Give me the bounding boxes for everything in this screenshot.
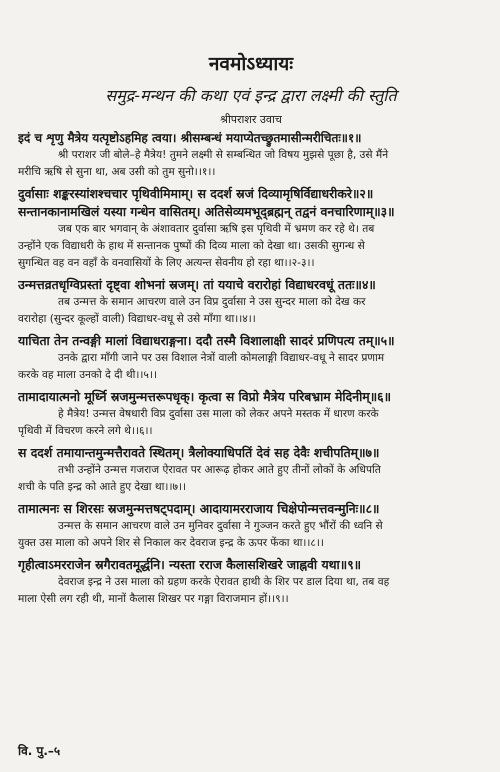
verse-block <box>18 388 484 440</box>
sanskrit-verse-line: याचिता तेन तन्वङ्गी मालां विद्याधराङ्गना। ददौ तस्मै विशालाक्षी सादरं प्रणिपत्य तम्॥५॥ <box>18 333 395 348</box>
verse-list <box>18 129 484 608</box>
hindi-translation <box>18 406 484 440</box>
verse-block <box>18 185 484 272</box>
hindi-translation-line: तभी उन्होंने उन्मत्त गजराज ऐरावत पर आरूढ़ होकर आते हुए तीनों लोकों के अधिपति <box>58 464 381 476</box>
hindi-translation-line: मरीचि ऋषि से सुना था, अब उसी को तुम सुनो।।१।। <box>18 166 216 178</box>
hindi-translation-line: शची के पति इन्द्र को आते हुए देखा था।।७।। <box>18 481 186 493</box>
hindi-translation-line: देवराज इन्द्र ने उस माला को ग्रहण करके ऐरावत हाथी के शिर पर डाल दिया था, तब वह <box>58 576 390 588</box>
hindi-translation-line: सुगन्धित वह वन वहाँ के वनवासियों के लिए अत्यन्त सेवनीय हो रहा था।।२-३।। <box>18 257 315 269</box>
hindi-translation-line: श्री पराशर जी बोले–हे मैत्रेय! तुमने लक्ष्मी से सम्बन्धित जो विषय मुझसे पूछा है, उसे मैंने <box>58 149 389 161</box>
chapter-title: नवमोऽध्यायः <box>208 53 294 75</box>
hindi-translation-line: उन्होंने एक विद्याधरी के हाथ में सन्तानक पुष्पों की दिव्य माला को देखा था। उसकी सुगन्ध से <box>18 240 365 252</box>
page-footer-signature: वि. पु.–५ <box>18 744 61 758</box>
hindi-translation <box>18 350 484 384</box>
verse-block <box>18 276 484 328</box>
hindi-translation-line: जब एक बार भगवान् के अंशावतार दुर्वासा ऋषि इस पृथिवी में भ्रमण कर रहे थे। तब <box>58 223 375 235</box>
sanskrit-verse-line: इदं च शृणु मैत्रेय यत्पृष्टोऽहमिह त्वया। श्रीसम्बन्धं मयाप्येतच्छ्रुतमासीन्मरीचितः॥१॥ <box>18 131 362 145</box>
sanskrit-verse-line: स ददर्श तमायान्तमुन्मत्तैरावते स्थितम्। त्रैलोक्याधिपतिं देवं सह देवैः शचीपतिम्॥७॥ <box>18 445 380 460</box>
hindi-translation <box>18 574 484 608</box>
hindi-translation-line: करके वह माला उनको दे दी थी।।५।। <box>18 369 157 381</box>
speaker-heading: श्रीपराशर उवाच <box>220 113 282 126</box>
verse-block <box>18 556 484 608</box>
sanskrit-verse-line: उन्मत्तव्रतधृग्विप्रस्तां दृष्ट्वा शोभनां स्रजम्। तां ययाचे वरारोहां विद्याधरवधूं ततः॥४॥ <box>18 277 376 292</box>
sanskrit-verse-line: सन्तानकानामखिलं यस्या गन्धेन वासितम्। अतिसेव्यमभूद्ब्रह्मन् तद्वनं वनचारिणाम्॥३॥ <box>18 204 395 219</box>
hindi-translation-line: हे मैत्रेय! उन्मत्त वेषधारी विप्र दुर्वासा उस माला को लेकर अपने मस्तक में धारण करके <box>58 408 379 420</box>
hindi-translation <box>18 294 484 328</box>
hindi-translation-line: वरारोहा (सुन्दर कूल्हों वाली) विद्याधर-वधू से उसे माँगा था।।४।। <box>18 313 256 325</box>
hindi-translation <box>18 221 484 272</box>
hindi-translation-line: तब उन्मत्त के समान आचरण वाले उन विप्र दुर्वासा ने उस सुन्दर माला को देख कर <box>58 296 366 308</box>
hindi-translation-line: उनके द्वारा माँगी जाने पर उस विशाल नेत्रों वाली कोमलाङ्गी विद्याधर-वधू ने सादर प्रणाम <box>58 352 385 364</box>
verse-block <box>18 444 484 496</box>
verse-block <box>18 129 484 181</box>
chapter-subtitle: समुद्र-मन्थन की कथा एवं इन्द्र द्वारा लक्ष्मी की स्तुति <box>105 86 397 105</box>
hindi-translation <box>18 518 484 552</box>
hindi-translation-line: पृथिवी में विचरण करने लगे थे।।६।। <box>18 425 153 437</box>
hindi-translation-line: युक्त उस माला को अपने शिर से निकाल कर देवराज इन्द्र के ऊपर फेंका था।।८।। <box>18 537 324 549</box>
sanskrit-verse-line: दुर्वासाः शङ्करस्यांशश्चचार पृथिवीमिमाम्। स ददर्श स्रजं दिव्यामृषिर्विद्याधरीकरे॥२॥ <box>18 186 374 201</box>
hindi-translation-line: माला ऐसी लग रही थी, मानों कैलास शिखर पर गङ्गा विराजमान हों।।९।। <box>18 593 289 605</box>
hindi-translation <box>18 462 484 496</box>
sanskrit-verse-line: गृहीत्वाऽमरराजेन स्रगैरावतमूर्द्धनि। न्यस्ता रराज कैलासशिखरे जाह्नवी यथा॥९॥ <box>18 557 362 572</box>
hindi-translation-line: उन्मत्त के समान आचरण वाले उन मुनिवर दुर्वासा ने गुञ्जन करते हुए भौंरों की ध्वनि से <box>58 520 383 532</box>
hindi-translation <box>18 147 484 181</box>
verse-block <box>18 332 484 384</box>
sanskrit-verse-line: तामादायात्मनो मूर्ध्नि स्रजमुन्मत्तरूपधृक्। कृत्वा स विप्रो मैत्रेय परिबभ्राम मेदिनीम्॥६॥ <box>18 389 391 404</box>
verse-block <box>18 500 484 552</box>
sanskrit-verse-line: तामात्मनः स शिरसः स्रजमुन्मत्तषट्पदाम्। आदायामरराजाय चिक्षेपोन्मत्तवन्मुनिः॥८॥ <box>18 501 380 516</box>
